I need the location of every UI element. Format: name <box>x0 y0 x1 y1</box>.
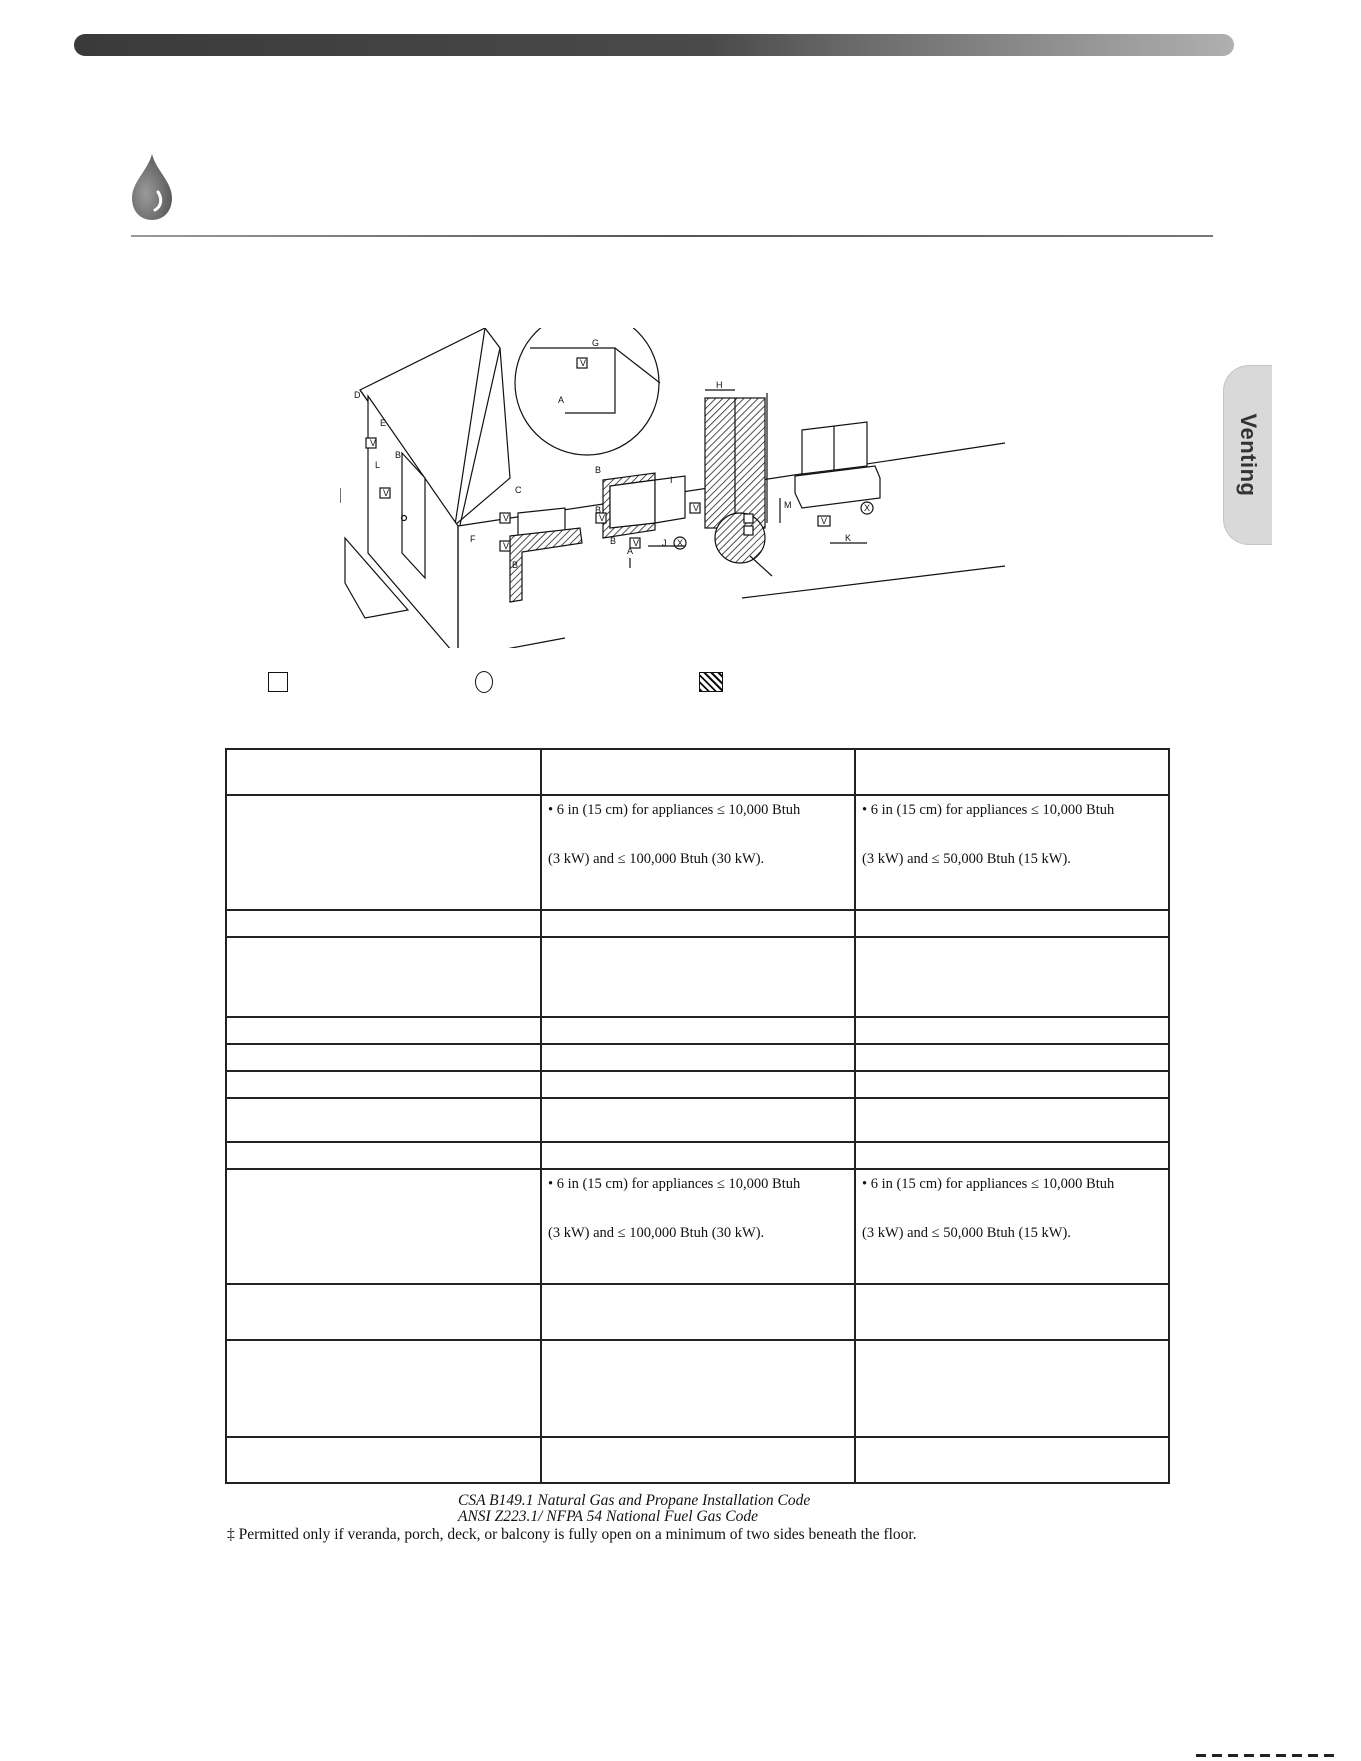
diagram-label-d: D <box>354 390 361 400</box>
table-cell-col3 <box>855 1098 1169 1142</box>
table-cell-col1 <box>226 1017 541 1044</box>
table-cell-col1 <box>226 1098 541 1142</box>
table-cell-col2 <box>541 1142 855 1169</box>
diagram-label-v: V <box>693 503 700 513</box>
table-cell-col1 <box>226 1169 541 1284</box>
diagram-label-b: B <box>595 465 602 475</box>
table-cell-col3 <box>855 1169 1169 1284</box>
cell-text-line: • 6 in (15 cm) for appliances ≤ 10,000 Btuh <box>548 802 801 818</box>
clearance-table <box>225 748 1170 1484</box>
diagram-label-v: V <box>599 513 606 523</box>
vent-clearance-diagram <box>340 328 1030 648</box>
table-cell-col2 <box>541 1098 855 1142</box>
table-cell-col1 <box>226 749 541 795</box>
table-cell-col3 <box>855 937 1169 1017</box>
table-cell-col2 <box>541 1340 855 1437</box>
table-cell-col1 <box>226 795 541 910</box>
water-drop-icon <box>128 152 176 222</box>
table-cell-col3 <box>855 1017 1169 1044</box>
legend-air-supply-circle <box>475 671 493 693</box>
cell-text-line: (3 kW) and ≤ 50,000 Btuh (15 kW). <box>862 1225 1071 1241</box>
cell-text-line: • 6 in (15 cm) for appliances ≤ 10,000 Btuh <box>862 802 1115 818</box>
table-cell-col3 <box>855 1071 1169 1098</box>
diagram-label-x: X <box>864 503 871 513</box>
table-cell-col2 <box>541 1017 855 1044</box>
table-row <box>226 1071 1169 1098</box>
table-cell-col1 <box>226 1142 541 1169</box>
table-cell-col3 <box>855 1437 1169 1483</box>
table-cell-col1 <box>226 1044 541 1071</box>
diagram-label-b: B <box>595 505 602 515</box>
table-row <box>226 1142 1169 1169</box>
diagram-label-v: V <box>503 513 510 523</box>
diagram-label-v: V <box>633 538 640 548</box>
diagram-label-x: X <box>677 538 684 548</box>
table-row <box>226 1340 1169 1437</box>
page-edge-marks <box>1196 1754 1336 1757</box>
table-cell-col2 <box>541 910 855 937</box>
cell-text-line: (3 kW) and ≤ 100,000 Btuh (30 kW). <box>548 851 765 867</box>
table-cell-col2 <box>541 1437 855 1483</box>
table-row <box>226 1169 1169 1284</box>
table-cell-col1 <box>226 1340 541 1437</box>
table-cell-col2 <box>541 1169 855 1284</box>
table-row <box>226 910 1169 937</box>
diagram-label-v: V <box>503 541 510 551</box>
table-cell-col3 <box>855 795 1169 910</box>
footnote-ansi-code: ANSI Z223.1/ NFPA 54 National Fuel Gas Code <box>458 1508 758 1525</box>
diagram-label-v: V <box>821 516 828 526</box>
section-tab-label: Venting <box>1236 413 1261 497</box>
diagram-legend <box>0 670 1361 694</box>
table-cell-col3 <box>855 749 1169 795</box>
diagram-label-v: V <box>383 488 390 498</box>
diagram-label-b: B <box>512 560 519 570</box>
diagram-label-e: E <box>380 418 387 428</box>
diagram-label-m: M <box>784 500 792 510</box>
diagram-label-l: L <box>375 460 381 470</box>
table-cell-col2 <box>541 1071 855 1098</box>
diagram-label-k: K <box>845 533 852 543</box>
diagram-label-b: B <box>610 536 617 546</box>
table-cell-col1 <box>226 1437 541 1483</box>
header-bar <box>74 34 1234 56</box>
table-row <box>226 795 1169 910</box>
table-cell-col1 <box>226 937 541 1017</box>
diagram-label-a: A <box>558 395 565 405</box>
diagram-label-j: J <box>662 538 667 548</box>
footnote-veranda-note: ‡ Permitted only if veranda, porch, deck, or balcony is fully open on a minimum of two sides beneath the floor. <box>227 1526 917 1543</box>
table-cell-col2 <box>541 1284 855 1340</box>
legend-vent-terminal-square <box>268 672 288 692</box>
diagram-label-g: G <box>592 338 600 348</box>
diagram-label-h: H <box>716 380 723 390</box>
table-row <box>226 1284 1169 1340</box>
table-cell-col1 <box>226 910 541 937</box>
section-tab-venting[interactable] <box>1223 365 1272 545</box>
cell-text-line: • 6 in (15 cm) for appliances ≤ 10,000 Btuh <box>548 1176 801 1192</box>
table-cell-col2 <box>541 937 855 1017</box>
table-cell-col2 <box>541 749 855 795</box>
table-cell-col1 <box>226 1284 541 1340</box>
diagram-label-i: I <box>670 475 673 485</box>
section-divider <box>131 235 1213 237</box>
diagram-label-a: A <box>627 546 634 556</box>
diagram-label-b: B <box>395 450 402 460</box>
table-row <box>226 1044 1169 1071</box>
cell-text-line: (3 kW) and ≤ 100,000 Btuh (30 kW). <box>548 1225 765 1241</box>
legend-restricted-area-hatch <box>699 672 723 692</box>
diagram-label-c: C <box>515 485 522 495</box>
table-cell-col3 <box>855 1044 1169 1071</box>
table-cell-col3 <box>855 1142 1169 1169</box>
table-cell-col2 <box>541 1044 855 1071</box>
diagram-label-f: F <box>470 534 476 544</box>
table-row <box>226 1437 1169 1483</box>
table-cell-col3 <box>855 1340 1169 1437</box>
table-cell-col3 <box>855 1284 1169 1340</box>
cell-text-line: • 6 in (15 cm) for appliances ≤ 10,000 Btuh <box>862 1176 1115 1192</box>
table-row <box>226 1098 1169 1142</box>
cell-text-line: (3 kW) and ≤ 50,000 Btuh (15 kW). <box>862 851 1071 867</box>
diagram-label-v: V <box>370 438 377 448</box>
table-cell-col1 <box>226 1071 541 1098</box>
table-cell-col2 <box>541 795 855 910</box>
table-row <box>226 1017 1169 1044</box>
table-row <box>226 749 1169 795</box>
diagram-label-v: V <box>580 358 587 368</box>
footnote-csa-code: CSA B149.1 Natural Gas and Propane Installation Code <box>458 1492 811 1509</box>
table-row <box>226 937 1169 1017</box>
table-cell-col3 <box>855 910 1169 937</box>
